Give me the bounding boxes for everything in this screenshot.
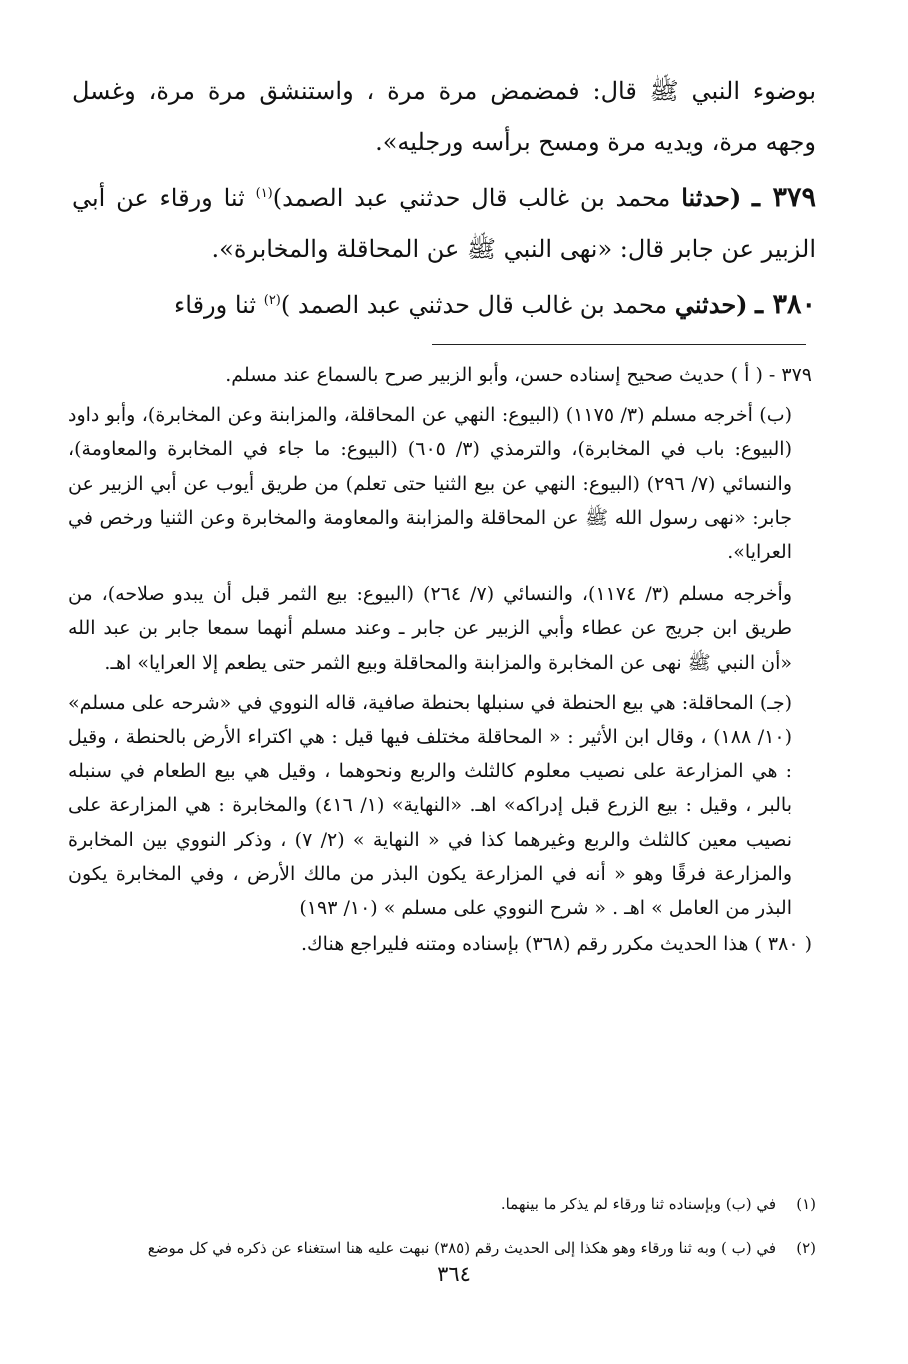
hadith-chain-open: (حدثنا: [681, 183, 742, 212]
page-number: ٣٦٤: [437, 1262, 471, 1286]
hadith-text: ثنا ورقاء عن أبي الزبير عن جابر قال: «نهى النبي ﷺ عن المحاقلة والمخابرة».: [72, 184, 816, 263]
footnote-text: في (ب ) وبه ثنا ورقاء وهو هكذا إلى الحديث رقم (٣٨٥) نبهت عليه هنا استغناء عن ذكره في كل موضع: [147, 1239, 776, 1257]
hadith-chain: محمد بن غالب قال حدثني عبد الصمد ): [280, 291, 668, 319]
commentary-379-b: (ب) أخرجه مسلم (٣/ ١١٧٥) (البيوع: النهي عن المحاقلة، والمزابنة وعن المخابرة)، وأبو داود (البيوع: باب في المخابرة)، والترمذي (٣/ ٦٠٥) (البيوع: ما جاء في المخابرة والمعاومة)، والنسائي (٧/ ٢٩٦) (البيوع: النهي عن بيع الثنيا حتى تعلم) من طريق أيوب عن أبي الزبير عن جابر: «نهى رسول الله ﷺ عن المحاقلة والمزابنة والمعاومة والمخابرة وعن الثنيا ورخص في العرايا».: [68, 404, 793, 564]
main-text: [72, 66, 816, 331]
commentary: [68, 358, 812, 961]
footnote-ref: (٢): [263, 293, 281, 308]
hadith-number: ٣٧٩ ـ: [752, 182, 817, 213]
hadith-text: ثنا ورقاء: [173, 291, 257, 319]
footnote-2: [78, 1237, 816, 1259]
footnote-mark: (١): [796, 1195, 816, 1213]
footnote-text: في (ب) وبإسناده ثنا ورقاء لم يذكر ما بينهما.: [500, 1195, 776, 1213]
hadith-379: [72, 172, 816, 275]
commentary-379-a: ٣٧٩ - ( أ ) حديث صحيح إسناده حسن، وأبو الزبير صرح بالسماع عند مسلم.: [225, 364, 812, 386]
commentary-379-c: (جـ) المحاقلة: هي بيع الحنطة في سنبلها بحنطة صافية، قاله النووي في «شرحه على مسلم» (١٠/ ١٨٨) ، وقال ابن الأثير : « المحاقلة مختلف فيها قيل : هي اكتراء الأرض بالحنطة ، وقيل : هي المزارعة على نصيب معلوم كالثلث والربع ونحوهما ، وقيل هي بيع الطعام في سنبله بالبر ، وقيل : بيع الزرع قبل إدراكه» اهـ. «النهاية» (١/ ٤١٦) والمخابرة : هي المزارعة على نصيب معين كالثلث والربع وغيرهما كذا في « النهاية » (٢/ ٧) ، وذكر النووي بين المخابرة والمزارعة فرقًا وهو « أنه في المزارعة يكون البذر من مالك الأرض ، وفي المخابرة يكون البذر من العامل » اهـ . « شرح النووي على مسلم » (١٠/ ١٩٣): [68, 691, 792, 920]
footnote-1: [78, 1193, 816, 1215]
footnote-ref: (١): [255, 186, 273, 201]
commentary-380: ( ٣٨٠ ) هذا الحديث مكرر رقم (٣٦٨) بإسناده ومتنه فليراجع هناك.: [300, 933, 812, 956]
commentary-379-b2: وأخرجه مسلم (٣/ ١١٧٤)، والنسائي (٧/ ٢٦٤) (البيوع: بيع الثمر قبل أن يبدو صلاحه)، من طريق ابن جريج عن عطاء وأبي الزبير عن جابر ـ وعند مسلم أنهما سمعا جابر بن عبد الله «أن النبي ﷺ نهى عن المخابرة والمزابنة والمحاقلة وبيع الثمر حتى يطعم إلا العرايا» اهـ.: [68, 583, 792, 674]
hadith-number: ٣٨٠ ـ: [755, 289, 816, 320]
hadith-chain: محمد بن غالب قال حدثني عبد الصمد): [272, 184, 671, 212]
hadith-377-end: بوضوء النبي ﷺ قال: فمضمض مرة مرة ، واستنشق مرة مرة، وغسل وجهه مرة، ويديه مرة ومسح برأسه ورجليه».: [72, 77, 816, 156]
separator-line: [432, 344, 806, 345]
hadith-380: [72, 279, 816, 331]
footnote-mark: (٢): [796, 1239, 816, 1257]
hadith-chain-open: (حدثني: [674, 290, 748, 319]
